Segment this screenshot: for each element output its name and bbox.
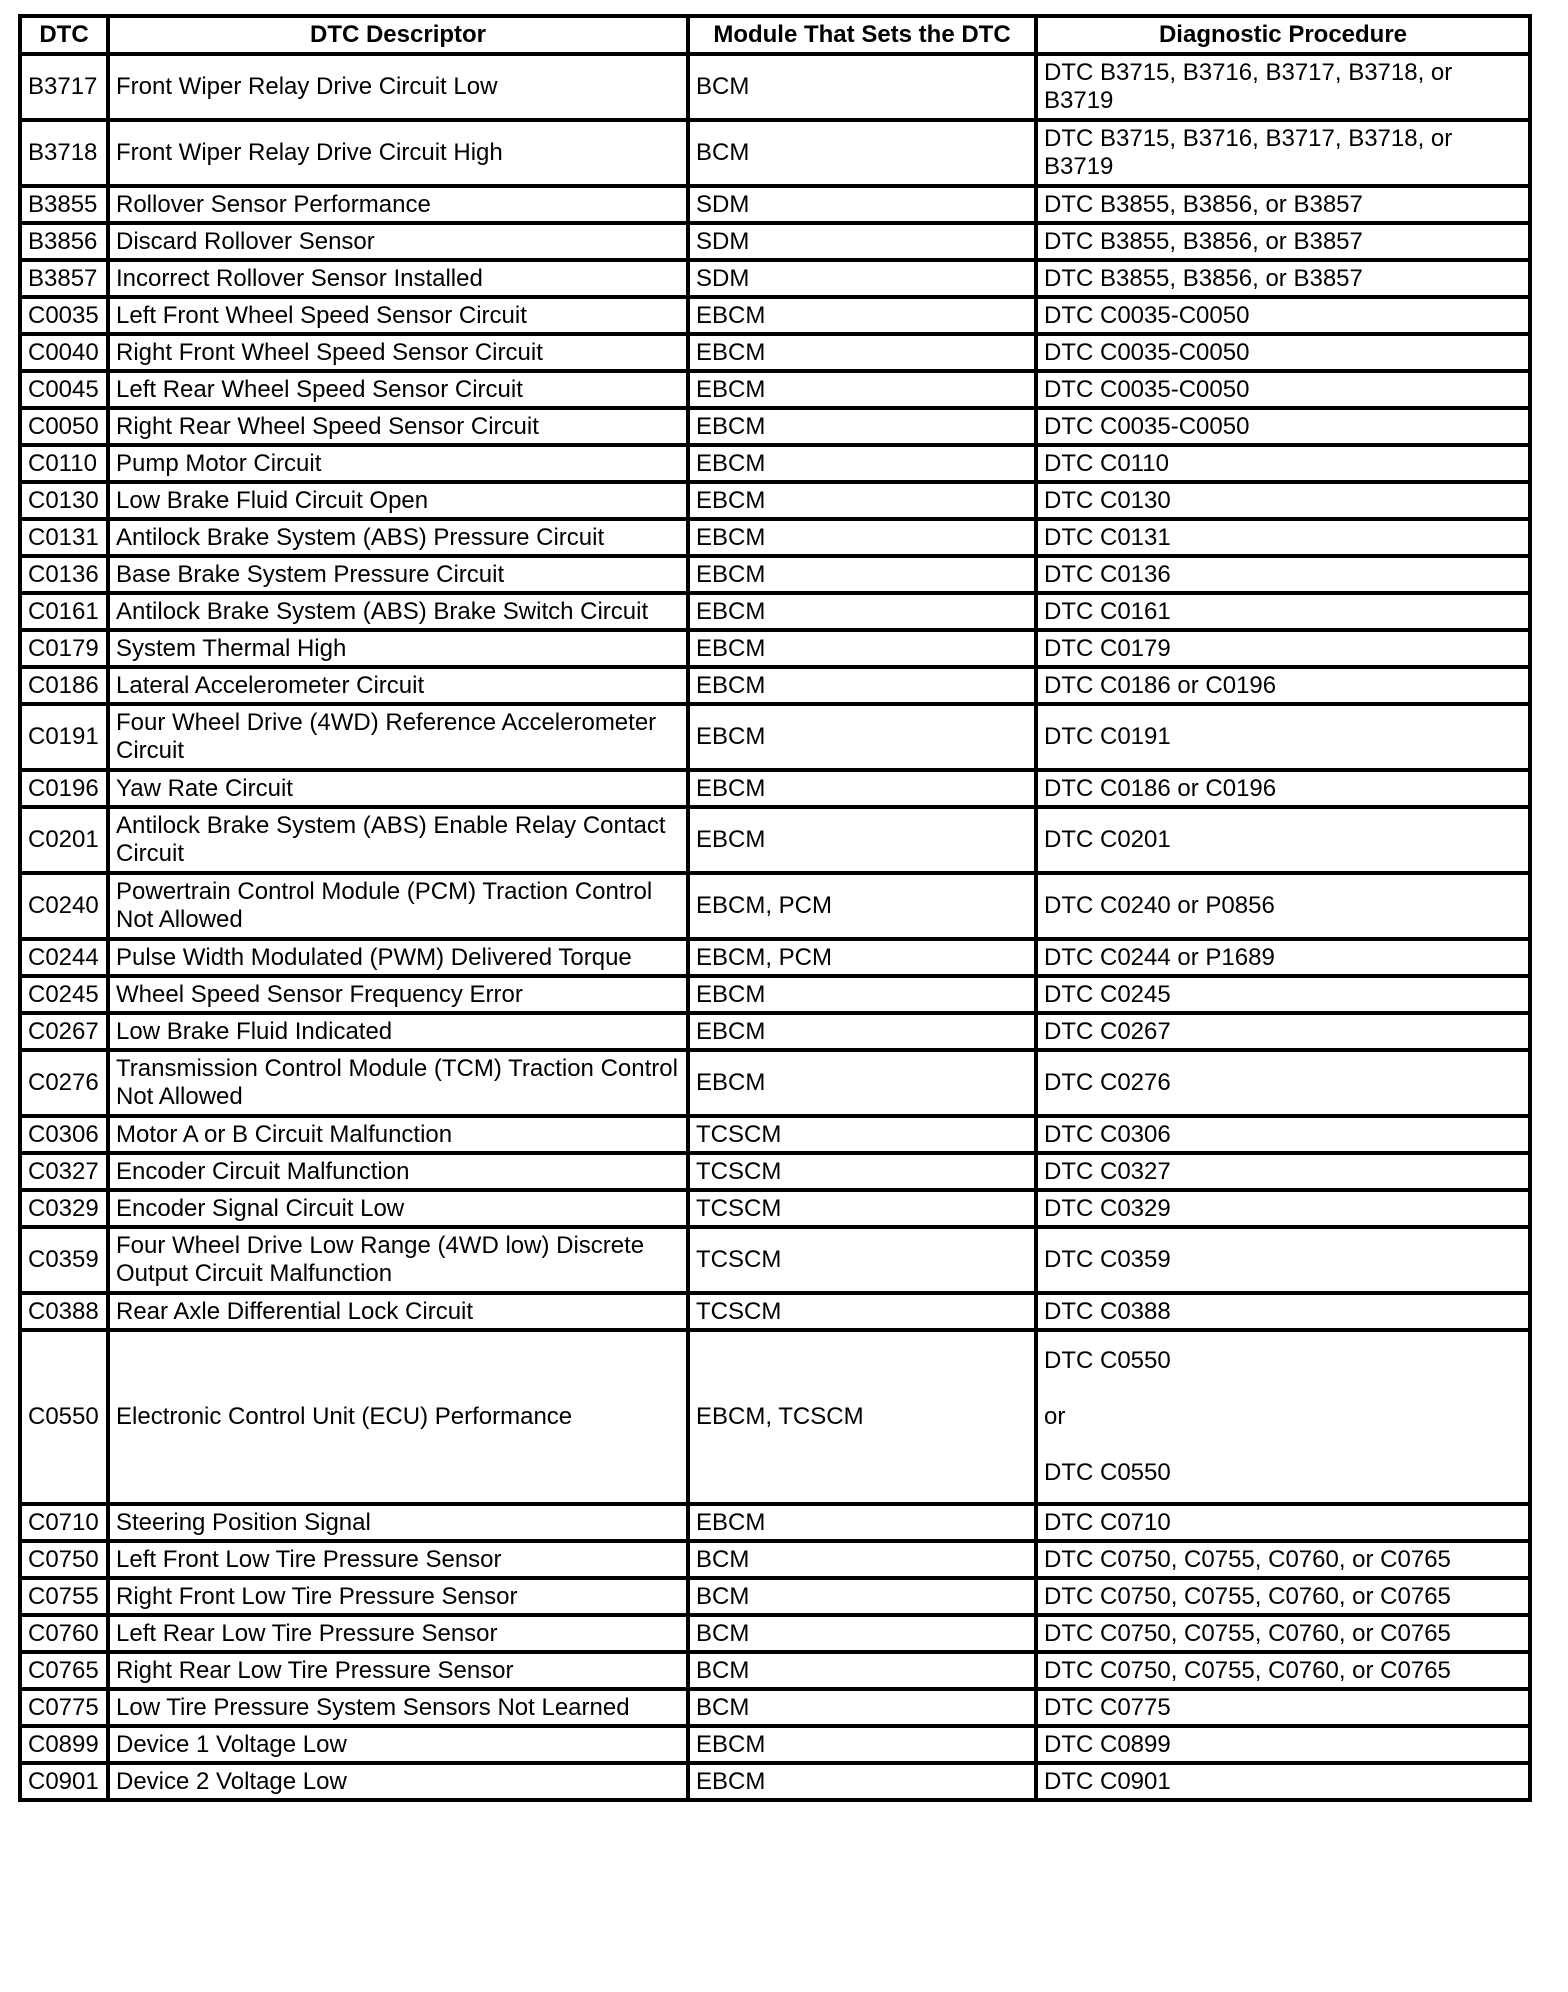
module-cell: TCSCM: [688, 1293, 1036, 1330]
module-cell: EBCM: [688, 667, 1036, 704]
diagnostic-procedure-cell: DTC C0267: [1036, 1013, 1530, 1050]
dtc-code-cell: C0201: [20, 807, 108, 873]
dtc-code-cell: C0186: [20, 667, 108, 704]
module-cell: EBCM: [688, 519, 1036, 556]
diagnostic-procedure-cell: DTC C0775: [1036, 1689, 1530, 1726]
table-row: [20, 939, 1530, 976]
table-row: [20, 1726, 1530, 1763]
diagnostic-procedure-cell: DTC C0035-C0050: [1036, 408, 1530, 445]
dtc-descriptor-cell: Transmission Control Module (TCM) Traction Control Not Allowed: [108, 1050, 688, 1116]
dtc-code-cell: C0240: [20, 873, 108, 939]
dtc-code-cell: B3855: [20, 186, 108, 223]
module-cell: EBCM, TCSCM: [688, 1330, 1036, 1504]
dtc-code-cell: B3718: [20, 120, 108, 186]
diagnostic-procedure-cell: DTC C0130: [1036, 482, 1530, 519]
dtc-descriptor-cell: Left Front Low Tire Pressure Sensor: [108, 1541, 688, 1578]
module-cell: BCM: [688, 120, 1036, 186]
table-row: [20, 445, 1530, 482]
module-cell: EBCM: [688, 770, 1036, 807]
module-cell: EBCM: [688, 1504, 1036, 1541]
dtc-code-cell: C0750: [20, 1541, 108, 1578]
dtc-code-cell: C0050: [20, 408, 108, 445]
dtc-descriptor-cell: Rollover Sensor Performance: [108, 186, 688, 223]
table-row: [20, 1116, 1530, 1153]
diagnostic-procedure-cell: DTC C0186 or C0196: [1036, 667, 1530, 704]
dtc-code-cell: C0775: [20, 1689, 108, 1726]
dtc-code-cell: C0131: [20, 519, 108, 556]
diagnostic-procedure-cell: DTC C0306: [1036, 1116, 1530, 1153]
diagnostic-procedure-cell: DTC C0750, C0755, C0760, or C0765: [1036, 1578, 1530, 1615]
module-cell: EBCM: [688, 1013, 1036, 1050]
table-row: [20, 667, 1530, 704]
module-cell: EBCM: [688, 1763, 1036, 1800]
dtc-descriptor-cell: Powertrain Control Module (PCM) Traction Control Not Allowed: [108, 873, 688, 939]
dtc-descriptor-cell: Right Front Wheel Speed Sensor Circuit: [108, 334, 688, 371]
dtc-descriptor-cell: Antilock Brake System (ABS) Brake Switch Circuit: [108, 593, 688, 630]
table-row: [20, 1293, 1530, 1330]
diagnostic-procedure-cell: DTC C0244 or P1689: [1036, 939, 1530, 976]
dtc-descriptor-cell: Right Front Low Tire Pressure Sensor: [108, 1578, 688, 1615]
module-cell: BCM: [688, 1689, 1036, 1726]
module-cell: EBCM, PCM: [688, 873, 1036, 939]
table-row: [20, 1615, 1530, 1652]
diagnostic-procedure-cell: DTC B3715, B3716, B3717, B3718, or B3719: [1036, 120, 1530, 186]
dtc-descriptor-cell: Yaw Rate Circuit: [108, 770, 688, 807]
diagnostic-procedure-cell: DTC B3855, B3856, or B3857: [1036, 223, 1530, 260]
dtc-descriptor-cell: Base Brake System Pressure Circuit: [108, 556, 688, 593]
table-row: [20, 873, 1530, 939]
table-row: [20, 1689, 1530, 1726]
table-row: [20, 1330, 1530, 1504]
table-row: [20, 186, 1530, 223]
diagnostic-procedure-cell: DTC B3855, B3856, or B3857: [1036, 260, 1530, 297]
module-cell: BCM: [688, 1541, 1036, 1578]
dtc-code-cell: C0327: [20, 1153, 108, 1190]
table-row: [20, 54, 1530, 120]
module-cell: EBCM: [688, 334, 1036, 371]
dtc-descriptor-cell: Encoder Signal Circuit Low: [108, 1190, 688, 1227]
dtc-code-cell: C0136: [20, 556, 108, 593]
module-cell: EBCM: [688, 1050, 1036, 1116]
table-body: [20, 54, 1530, 1800]
header-diagnostic-procedure: Diagnostic Procedure: [1036, 16, 1530, 54]
dtc-code-cell: C0244: [20, 939, 108, 976]
dtc-descriptor-cell: Right Rear Low Tire Pressure Sensor: [108, 1652, 688, 1689]
dtc-code-cell: C0899: [20, 1726, 108, 1763]
module-cell: EBCM: [688, 556, 1036, 593]
table-row: [20, 630, 1530, 667]
diagnostic-procedure-cell: DTC C0110: [1036, 445, 1530, 482]
diagnostic-procedure-cell: DTC C0329: [1036, 1190, 1530, 1227]
module-cell: TCSCM: [688, 1116, 1036, 1153]
dtc-code-cell: C0245: [20, 976, 108, 1013]
diagnostic-procedure-cell: DTC C0035-C0050: [1036, 371, 1530, 408]
dtc-descriptor-cell: Wheel Speed Sensor Frequency Error: [108, 976, 688, 1013]
dtc-descriptor-cell: Four Wheel Drive Low Range (4WD low) Discrete Output Circuit Malfunction: [108, 1227, 688, 1293]
module-cell: EBCM: [688, 1726, 1036, 1763]
dtc-code-cell: C0196: [20, 770, 108, 807]
dtc-descriptor-cell: Right Rear Wheel Speed Sensor Circuit: [108, 408, 688, 445]
module-cell: EBCM: [688, 807, 1036, 873]
header-module: Module That Sets the DTC: [688, 16, 1036, 54]
dtc-code-cell: C0179: [20, 630, 108, 667]
module-cell: BCM: [688, 54, 1036, 120]
table-row: [20, 1153, 1530, 1190]
module-cell: EBCM: [688, 408, 1036, 445]
dtc-code-cell: C0110: [20, 445, 108, 482]
header-dtc-descriptor: DTC Descriptor: [108, 16, 688, 54]
dtc-code-cell: C0306: [20, 1116, 108, 1153]
module-cell: BCM: [688, 1652, 1036, 1689]
diagnostic-procedure-cell: DTC C0901: [1036, 1763, 1530, 1800]
diagnostic-procedure-cell: DTC C0276: [1036, 1050, 1530, 1116]
diagnostic-procedure-cell: DTC B3715, B3716, B3717, B3718, or B3719: [1036, 54, 1530, 120]
table-row: [20, 371, 1530, 408]
table-row: [20, 1763, 1530, 1800]
dtc-code-cell: C0191: [20, 704, 108, 770]
dtc-descriptor-cell: Left Rear Low Tire Pressure Sensor: [108, 1615, 688, 1652]
module-cell: EBCM: [688, 371, 1036, 408]
module-cell: EBCM: [688, 593, 1036, 630]
dtc-descriptor-cell: Low Brake Fluid Indicated: [108, 1013, 688, 1050]
diagnostic-procedure-cell: DTC C0388: [1036, 1293, 1530, 1330]
dtc-descriptor-cell: Low Brake Fluid Circuit Open: [108, 482, 688, 519]
dtc-descriptor-cell: Left Front Wheel Speed Sensor Circuit: [108, 297, 688, 334]
dtc-code-cell: C0550: [20, 1330, 108, 1504]
dtc-descriptor-cell: Four Wheel Drive (4WD) Reference Accelerometer Circuit: [108, 704, 688, 770]
procedure-line: DTC C0550: [1044, 1459, 1171, 1486]
dtc-code-cell: C0161: [20, 593, 108, 630]
table-row: [20, 1050, 1530, 1116]
diagnostic-procedure-cell: DTC C0186 or C0196: [1036, 770, 1530, 807]
dtc-code-cell: C0755: [20, 1578, 108, 1615]
dtc-code-cell: C0035: [20, 297, 108, 334]
module-cell: EBCM: [688, 445, 1036, 482]
table-row: [20, 704, 1530, 770]
table-row: [20, 1541, 1530, 1578]
dtc-code-cell: C0760: [20, 1615, 108, 1652]
module-cell: SDM: [688, 186, 1036, 223]
dtc-code-cell: C0040: [20, 334, 108, 371]
dtc-descriptor-cell: Lateral Accelerometer Circuit: [108, 667, 688, 704]
module-cell: EBCM: [688, 630, 1036, 667]
diagnostic-procedure-cell: DTC C0359: [1036, 1227, 1530, 1293]
dtc-descriptor-cell: Steering Position Signal: [108, 1504, 688, 1541]
module-cell: EBCM: [688, 482, 1036, 519]
diagnostic-procedure-cell: DTC B3855, B3856, or B3857: [1036, 186, 1530, 223]
table-row: [20, 408, 1530, 445]
table-row: [20, 519, 1530, 556]
diagnostic-procedure-cell: DTC C0245: [1036, 976, 1530, 1013]
diagnostic-procedure-cell: DTC C0161: [1036, 593, 1530, 630]
dtc-descriptor-cell: Incorrect Rollover Sensor Installed: [108, 260, 688, 297]
table-row: [20, 807, 1530, 873]
module-cell: SDM: [688, 223, 1036, 260]
module-cell: BCM: [688, 1615, 1036, 1652]
diagnostic-procedure-cell: DTC C0191: [1036, 704, 1530, 770]
module-cell: EBCM: [688, 297, 1036, 334]
module-cell: TCSCM: [688, 1153, 1036, 1190]
dtc-code-cell: C0765: [20, 1652, 108, 1689]
diagnostic-procedure-cell: DTC C0750, C0755, C0760, or C0765: [1036, 1541, 1530, 1578]
module-cell: BCM: [688, 1578, 1036, 1615]
diagnostic-procedure-cell: DTC C0136: [1036, 556, 1530, 593]
dtc-descriptor-cell: Left Rear Wheel Speed Sensor Circuit: [108, 371, 688, 408]
procedure-line: DTC C0550: [1044, 1347, 1171, 1374]
dtc-descriptor-cell: System Thermal High: [108, 630, 688, 667]
diagnostic-procedure-cell: DTC C0035-C0050: [1036, 334, 1530, 371]
diagnostic-procedure-cell: DTC C0899: [1036, 1726, 1530, 1763]
dtc-code-cell: C0388: [20, 1293, 108, 1330]
table-header-row: [20, 16, 1530, 54]
table-row: [20, 120, 1530, 186]
line-spacer: [1044, 1375, 1522, 1403]
dtc-descriptor-cell: Pulse Width Modulated (PWM) Delivered Torque: [108, 939, 688, 976]
dtc-descriptor-cell: Motor A or B Circuit Malfunction: [108, 1116, 688, 1153]
dtc-descriptor-cell: Front Wiper Relay Drive Circuit Low: [108, 54, 688, 120]
table-row: [20, 1190, 1530, 1227]
table-row: [20, 223, 1530, 260]
table-row: [20, 976, 1530, 1013]
diagnostic-procedure-cell: [1036, 1330, 1530, 1504]
diagnostic-procedure-cell: DTC C0327: [1036, 1153, 1530, 1190]
dtc-code-cell: C0359: [20, 1227, 108, 1293]
dtc-descriptor-cell: Electronic Control Unit (ECU) Performance: [108, 1330, 688, 1504]
dtc-descriptor-cell: Pump Motor Circuit: [108, 445, 688, 482]
diagnostic-procedure-cell: DTC C0750, C0755, C0760, or C0765: [1036, 1615, 1530, 1652]
dtc-descriptor-cell: Front Wiper Relay Drive Circuit High: [108, 120, 688, 186]
table-row: [20, 1013, 1530, 1050]
diagnostic-procedure-cell: DTC C0035-C0050: [1036, 297, 1530, 334]
line-spacer: [1044, 1431, 1522, 1459]
module-cell: TCSCM: [688, 1190, 1036, 1227]
dtc-code-cell: B3856: [20, 223, 108, 260]
dtc-descriptor-cell: Antilock Brake System (ABS) Pressure Circuit: [108, 519, 688, 556]
table-row: [20, 260, 1530, 297]
module-cell: EBCM: [688, 704, 1036, 770]
dtc-code-cell: B3857: [20, 260, 108, 297]
dtc-descriptor-cell: Rear Axle Differential Lock Circuit: [108, 1293, 688, 1330]
dtc-code-cell: B3717: [20, 54, 108, 120]
dtc-descriptor-cell: Antilock Brake System (ABS) Enable Relay Contact Circuit: [108, 807, 688, 873]
table-row: [20, 1652, 1530, 1689]
dtc-code-cell: C0267: [20, 1013, 108, 1050]
diagnostic-procedure-cell: DTC C0750, C0755, C0760, or C0765: [1036, 1652, 1530, 1689]
procedure-line: or: [1044, 1403, 1066, 1430]
table-row: [20, 482, 1530, 519]
dtc-code-cell: C0329: [20, 1190, 108, 1227]
dtc-table: [18, 14, 1532, 1802]
module-cell: TCSCM: [688, 1227, 1036, 1293]
table-row: [20, 1227, 1530, 1293]
diagnostic-procedure-cell: DTC C0240 or P0856: [1036, 873, 1530, 939]
dtc-code-cell: C0901: [20, 1763, 108, 1800]
dtc-descriptor-cell: Encoder Circuit Malfunction: [108, 1153, 688, 1190]
module-cell: SDM: [688, 260, 1036, 297]
header-dtc: DTC: [20, 16, 108, 54]
table-row: [20, 556, 1530, 593]
diagnostic-procedure-cell: DTC C0131: [1036, 519, 1530, 556]
table-row: [20, 334, 1530, 371]
dtc-code-cell: C0130: [20, 482, 108, 519]
dtc-descriptor-cell: Device 1 Voltage Low: [108, 1726, 688, 1763]
table-row: [20, 1504, 1530, 1541]
dtc-descriptor-cell: Discard Rollover Sensor: [108, 223, 688, 260]
dtc-code-cell: C0276: [20, 1050, 108, 1116]
table-row: [20, 593, 1530, 630]
diagnostic-procedure-cell: DTC C0179: [1036, 630, 1530, 667]
table-row: [20, 770, 1530, 807]
table-row: [20, 1578, 1530, 1615]
dtc-descriptor-cell: Device 2 Voltage Low: [108, 1763, 688, 1800]
dtc-code-cell: C0710: [20, 1504, 108, 1541]
module-cell: EBCM, PCM: [688, 939, 1036, 976]
dtc-code-cell: C0045: [20, 371, 108, 408]
diagnostic-procedure-cell: DTC C0201: [1036, 807, 1530, 873]
module-cell: EBCM: [688, 976, 1036, 1013]
diagnostic-procedure-cell: DTC C0710: [1036, 1504, 1530, 1541]
table-row: [20, 297, 1530, 334]
dtc-descriptor-cell: Low Tire Pressure System Sensors Not Learned: [108, 1689, 688, 1726]
